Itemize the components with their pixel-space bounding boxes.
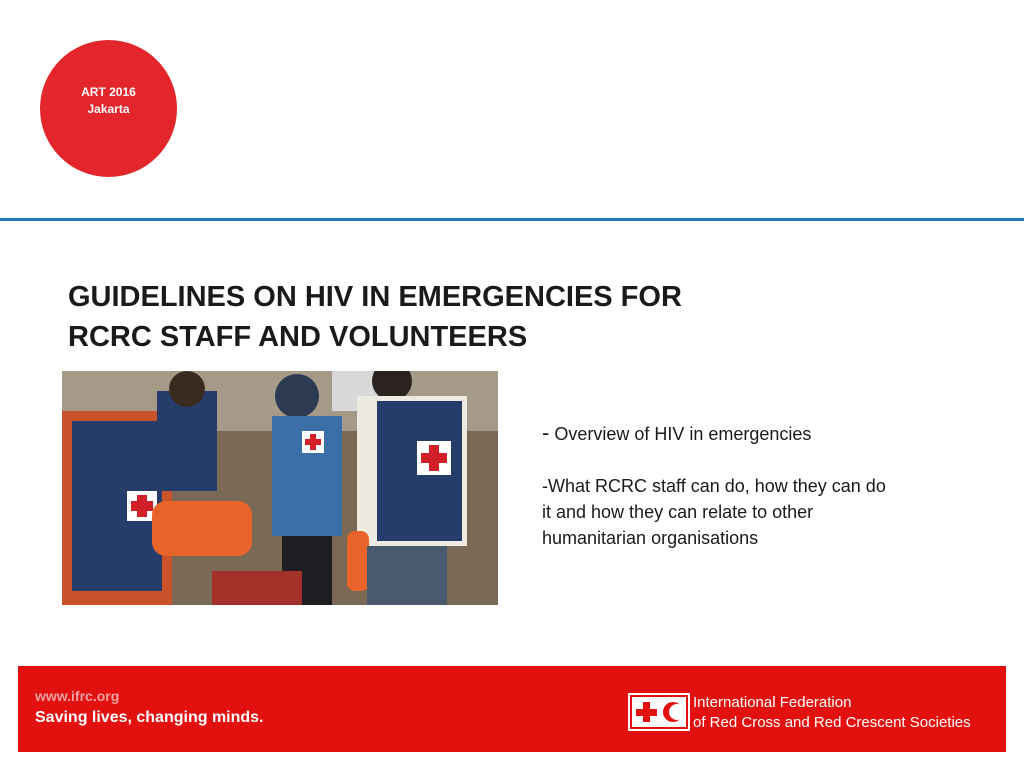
photo-volunteers-icon: [62, 371, 498, 605]
slide-title-line2: RCRC STAFF AND VOLUNTEERS: [68, 321, 528, 353]
slide-title: [68, 277, 848, 357]
org-name-line2: of Red Cross and Red Crescent Societies: [693, 714, 971, 731]
footer-banner: [18, 666, 1006, 752]
org-name-line1: International Federation: [693, 694, 852, 711]
event-badge: [40, 40, 177, 177]
org-name: [693, 693, 971, 733]
volunteers-photo: [62, 371, 498, 605]
bullet-list: [542, 420, 962, 551]
footer-url-link[interactable]: www.ifrc.org: [35, 688, 120, 704]
bullet-item-rcrc: -What RCRC staff can do, how they can do it and how they can relate to other humanitarian organisations: [542, 476, 886, 548]
slide-title-line1: GUIDELINES ON HIV IN EMERGENCIES FOR: [68, 281, 682, 313]
badge-location: Jakarta: [87, 102, 130, 116]
ifrc-logo-icon: [628, 693, 690, 731]
header-divider: [0, 218, 1024, 221]
badge-event: ART 2016: [81, 85, 136, 99]
bullet-item-overview: - Overview of HIV in emergencies: [542, 420, 812, 445]
footer-slogan: Saving lives, changing minds.: [35, 709, 264, 726]
